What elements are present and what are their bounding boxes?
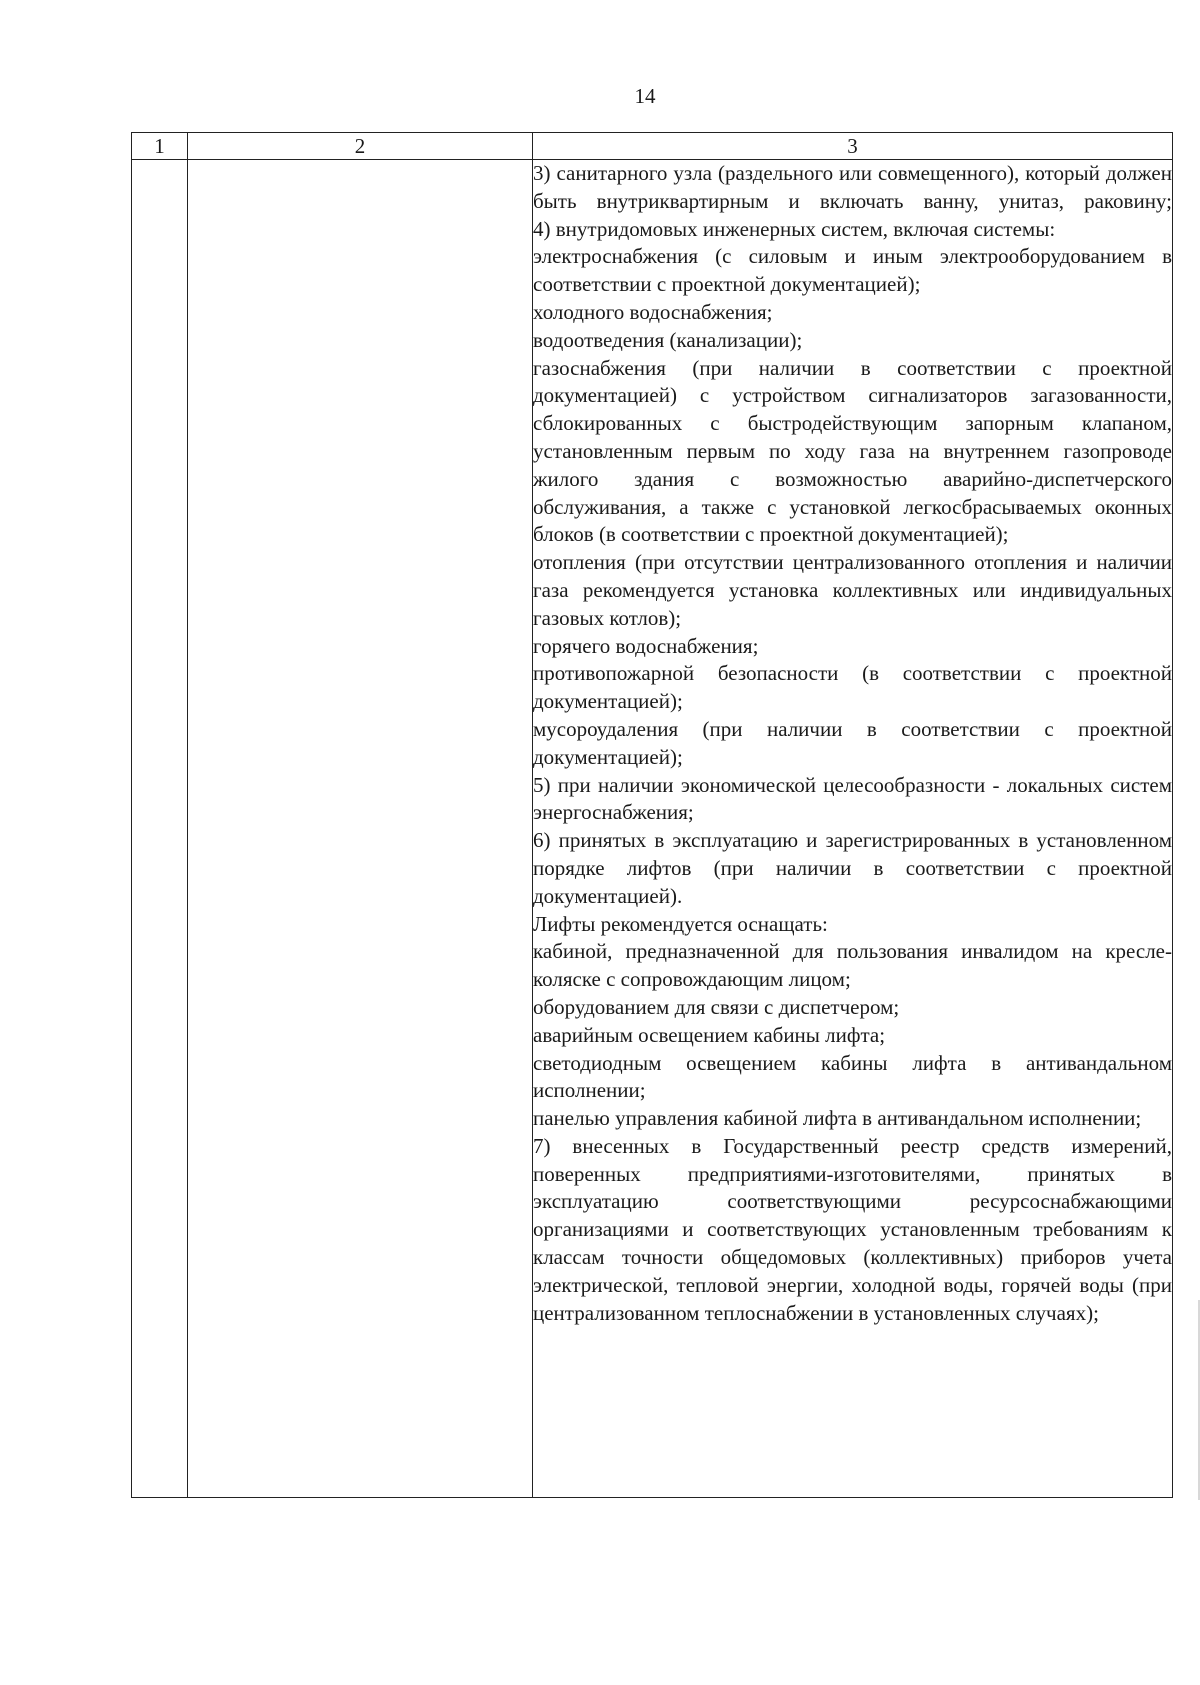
column-header-1: 1: [132, 133, 188, 160]
table-cell-col2: [188, 160, 533, 1498]
table-row: [132, 160, 1173, 1498]
paragraph-gas-supply: газоснабжения (при наличии в соответствии с проектной документацией) с устройством сигнализаторов загазованности, сблокированных с быстродействующим запорным клапаном, установленным первым по ходу газа на внутреннем газопроводе жилого здания с возможностью аварийно-диспетчерского обслуживания, а также с установкой легкосбрасываемых оконных блоков (в соответствии с проектной документацией);: [533, 355, 1172, 547]
page-number: 14: [634, 84, 656, 108]
paragraph-metering-devices: 7) внесенных в Государственный реестр средств измерений, поверенных предприятиями-изготовителями, принятых в эксплуатацию соответствующими ресурсоснабжающими организациями и соответствующих установленным требованиям к классам точности общедомовых (коллективных) приборов учета электрической, тепловой энергии, холодной воды, горячей воды (при централизованном теплоснабжении в установленных случаях);: [533, 1133, 1172, 1325]
paragraph-sanitary-unit: 3) санитарного узла (раздельного или совмещенного), который должен быть внутриквартирным и включать ванну, унитаз, раковину;: [533, 161, 1172, 213]
paragraph-elevator-equipment-intro: Лифты рекомендуется оснащать:: [533, 911, 828, 936]
paragraph-heating: отопления (при отсутствии централизованного отопления и наличии газа рекомендуется установка коллективных или индивидуальных газовых котлов);: [533, 550, 1172, 630]
paragraph-fire-safety: противопожарной безопасности (в соответствии с проектной документацией);: [533, 661, 1172, 714]
paragraph-elevators: 6) принятых в эксплуатацию и зарегистрированных в установленном порядке лифтов (при наличии в соответствии с проектной документацией).: [533, 828, 1172, 908]
paragraph-sewerage: водоотведения (канализации);: [533, 327, 803, 352]
paragraph-engineering-systems: 4) внутридомовых инженерных систем, включая системы:: [533, 216, 1056, 241]
document-table: [131, 132, 1173, 1498]
paragraph-waste-removal: мусороудаления (при наличии в соответствии с проектной документацией);: [533, 716, 1172, 769]
paragraph-electricity-supply: электроснабжения (с силовым и иным электрооборудованием в соответствии с проектной документацией);: [533, 244, 1172, 297]
column-header-2: 2: [188, 133, 533, 160]
paragraph-accessible-cabin: кабиной, предназначенной для пользования инвалидом на кресле-коляске с сопровождающим лицом;: [533, 939, 1172, 992]
table-cell-col1: [132, 160, 188, 1498]
paragraph-local-energy-systems: 5) при наличии экономической целесообразности - локальных систем энергоснабжения;: [533, 772, 1172, 825]
paragraph-control-panel: панелью управления кабиной лифта в антивандальном исполнении;: [533, 1106, 1142, 1131]
paragraph-emergency-lighting: аварийным освещением кабины лифта;: [533, 1022, 886, 1047]
paragraph-dispatcher-link: оборудованием для связи с диспетчером;: [533, 994, 900, 1019]
paragraph-cold-water-supply: холодного водоснабжения;: [533, 299, 773, 324]
column-header-3: 3: [533, 133, 1173, 160]
table-cell-col3: [533, 160, 1173, 1498]
paragraph-hot-water-supply: горячего водоснабжения;: [533, 633, 759, 658]
table-header-row: [132, 133, 1173, 160]
paragraph-led-lighting: светодиодным освещением кабины лифта в антивандальном исполнении;: [533, 1050, 1172, 1103]
